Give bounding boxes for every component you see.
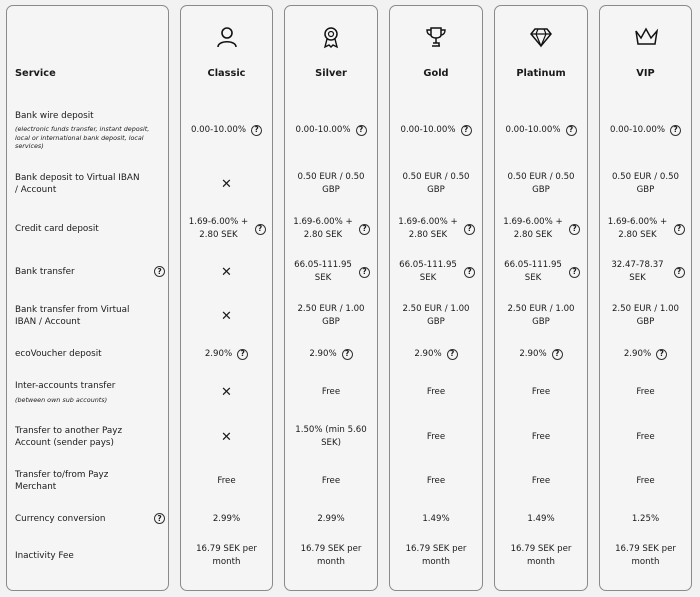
fee-value: Free: [531, 386, 551, 397]
fee-value: 2.90%: [204, 348, 233, 359]
info-icon[interactable]: ?: [566, 125, 577, 136]
fee-value: 2.99%: [212, 513, 241, 524]
fee-value: 66.05-111.95 SEK: [294, 260, 352, 283]
info-icon[interactable]: ?: [154, 266, 165, 277]
fee-value: 2.50 EUR / 1.00 GBP: [611, 304, 680, 327]
info-icon[interactable]: ?: [569, 224, 580, 235]
fee-cell: [393, 211, 479, 247]
fee-cell: [393, 505, 479, 533]
fee-value: Free: [531, 475, 551, 486]
tier-header-platinum: Platinum: [516, 68, 566, 79]
fee-value: 1.50% (min 5.60 SEK): [295, 425, 367, 448]
fee-cell: [393, 166, 479, 202]
not-available-icon: ✕: [221, 264, 232, 280]
fee-value: Free: [321, 475, 341, 486]
fee-cell: [288, 463, 374, 499]
info-icon[interactable]: ?: [237, 349, 248, 360]
fee-value: 1.69-6.00% + 2.80 SEK: [398, 217, 458, 240]
fee-value: Free: [531, 431, 551, 442]
fee-cell: [498, 340, 584, 368]
fee-value: 2.90%: [519, 348, 547, 359]
info-icon[interactable]: ?: [359, 267, 370, 278]
fee-cell: [288, 340, 374, 368]
not-available-icon: ✕: [221, 308, 232, 324]
fee-value: 2.90%: [309, 348, 337, 359]
fee-cell: [498, 211, 584, 247]
fee-cell: [184, 166, 269, 202]
info-icon[interactable]: ?: [359, 224, 370, 235]
fee-cell: [184, 417, 269, 457]
fee-value: 16.79 SEK per month: [300, 544, 362, 567]
service-name: Currency conversion: [15, 513, 106, 524]
fee-value: Free: [426, 431, 446, 442]
fee-value: 0.00-10.00%: [295, 124, 351, 135]
fee-cell: [184, 376, 269, 408]
tier-header-gold: Gold: [423, 68, 449, 79]
fee-value: 1.69-6.00% + 2.80 SEK: [503, 217, 563, 240]
fee-value: 16.79 SEK per month: [196, 544, 257, 567]
not-available-icon: ✕: [221, 429, 232, 445]
service-name: Inactivity Fee: [15, 550, 74, 561]
fee-cell: [603, 211, 688, 247]
fee-value: 66.05-111.95 SEK: [504, 260, 562, 283]
fee-value: 2.50 EUR / 1.00 GBP: [297, 304, 365, 327]
fee-value: Free: [426, 386, 446, 397]
service-name: Bank deposit to Virtual IBAN / Account: [15, 172, 140, 195]
fee-value: 0.50 EUR / 0.50 GBP: [507, 172, 575, 195]
fee-value: Free: [426, 475, 446, 486]
info-icon[interactable]: ?: [656, 349, 667, 360]
service-name: Bank wire deposit: [15, 110, 94, 121]
fee-cell: [288, 376, 374, 408]
info-icon[interactable]: ?: [342, 349, 353, 360]
info-icon[interactable]: ?: [356, 125, 367, 136]
fee-cell: [393, 417, 479, 457]
fee-cell: [184, 211, 269, 247]
fee-value: 1.69-6.00% + 2.80 SEK: [293, 217, 353, 240]
fee-value: 16.79 SEK per month: [510, 544, 572, 567]
fee-value: 1.69-6.00% + 2.80 SEK: [188, 217, 249, 240]
info-icon[interactable]: ?: [154, 513, 165, 524]
fee-cell: [288, 417, 374, 457]
info-icon[interactable]: ?: [674, 224, 685, 235]
fee-cell: [393, 257, 479, 287]
info-icon[interactable]: ?: [464, 267, 475, 278]
not-available-icon: ✕: [221, 176, 232, 192]
fee-cell: [603, 538, 688, 574]
service-name: Bank transfer from Virtual IBAN / Account: [15, 304, 130, 327]
fee-value: 2.50 EUR / 1.00 GBP: [507, 304, 575, 327]
fee-value: 16.79 SEK per month: [615, 544, 676, 567]
not-available-icon: ✕: [221, 384, 232, 400]
service-label: [15, 166, 150, 202]
tier-header-classic: Classic: [207, 68, 246, 79]
tier-header-vip: VIP: [636, 68, 655, 79]
fee-cell: [498, 108, 584, 152]
fee-value: 0.50 EUR / 0.50 GBP: [611, 172, 680, 195]
info-icon[interactable]: ?: [674, 267, 685, 278]
diamond-icon: [530, 26, 553, 49]
fee-cell: [603, 340, 688, 368]
info-icon[interactable]: ?: [552, 349, 563, 360]
fee-cell: [184, 340, 269, 368]
info-icon[interactable]: ?: [251, 125, 262, 136]
service-name: Transfer to/from Payz Merchant: [15, 469, 109, 492]
fee-value: 2.90%: [623, 348, 652, 359]
fee-value: 1.25%: [631, 513, 660, 524]
fee-value: 1.49%: [422, 513, 450, 524]
fee-value: 1.49%: [527, 513, 555, 524]
fee-cell: [498, 505, 584, 533]
fee-value: 0.00-10.00%: [609, 124, 665, 135]
fee-value: Free: [636, 475, 655, 486]
service-label: [15, 463, 150, 499]
fee-value: 2.90%: [414, 348, 442, 359]
service-label: [15, 417, 150, 457]
service-label: [15, 376, 150, 408]
info-icon[interactable]: ?: [670, 125, 681, 136]
service-name: Transfer to another Payz Account (sender pays): [15, 425, 123, 448]
fee-cell: [288, 538, 374, 574]
fee-cell: [603, 463, 688, 499]
fee-cell: [288, 505, 374, 533]
service-label: [15, 505, 150, 533]
fee-cell: [184, 298, 269, 334]
fee-value: 16.79 SEK per month: [405, 544, 467, 567]
service-note: (between own sub accounts): [15, 395, 108, 404]
service-label: [15, 211, 150, 247]
medal-icon: [320, 26, 343, 49]
fee-cell: [603, 166, 688, 202]
fee-cell: [184, 538, 269, 574]
service-header: Service: [15, 68, 56, 79]
fee-value: Free: [321, 386, 341, 397]
fee-cell: [288, 108, 374, 152]
fee-value: 0.00-10.00%: [505, 124, 561, 135]
service-name: Inter-accounts transfer: [15, 381, 116, 391]
fee-value: 0.00-10.00%: [400, 124, 456, 135]
fee-cell: [603, 417, 688, 457]
fee-cell: [498, 166, 584, 202]
fee-cell: [393, 108, 479, 152]
fee-cell: [288, 211, 374, 247]
fee-value: 2.50 EUR / 1.00 GBP: [402, 304, 470, 327]
fee-value: Free: [636, 386, 655, 397]
info-icon[interactable]: ?: [464, 224, 475, 235]
fee-cell: [288, 298, 374, 334]
service-label: [15, 298, 150, 334]
service-label: [15, 108, 150, 152]
fee-value: 0.50 EUR / 0.50 GBP: [297, 172, 365, 195]
fee-cell: [603, 505, 688, 533]
fee-value: Free: [636, 431, 655, 442]
fee-cell: [603, 108, 688, 152]
fee-cell: [498, 257, 584, 287]
fee-cell: [184, 108, 269, 152]
fee-cell: [288, 166, 374, 202]
fee-cell: [184, 505, 269, 533]
crown-icon: [635, 26, 658, 49]
fee-cell: [393, 538, 479, 574]
tier-header-silver: Silver: [315, 68, 347, 79]
fee-value: 2.99%: [317, 513, 345, 524]
fee-cell: [498, 417, 584, 457]
fee-value: 1.69-6.00% + 2.80 SEK: [607, 217, 668, 240]
info-icon[interactable]: ?: [255, 224, 266, 235]
fee-cell: [498, 376, 584, 408]
fee-cell: [603, 376, 688, 408]
fee-cell: [603, 257, 688, 287]
fee-cell: [393, 376, 479, 408]
trophy-icon: [425, 26, 448, 49]
fee-value: 32.47-78.37 SEK: [611, 260, 664, 283]
info-icon[interactable]: ?: [447, 349, 458, 360]
fee-cell: [603, 298, 688, 334]
fee-cell: [288, 257, 374, 287]
service-name: Bank transfer: [15, 266, 75, 277]
fee-value: 66.05-111.95 SEK: [399, 260, 457, 283]
fee-cell: [498, 298, 584, 334]
service-name: ecoVoucher deposit: [15, 348, 102, 359]
fee-cell: [498, 538, 584, 574]
info-icon[interactable]: ?: [569, 267, 580, 278]
fee-cell: [393, 340, 479, 368]
info-icon[interactable]: ?: [461, 125, 472, 136]
service-label: [15, 340, 150, 368]
fee-cell: [393, 298, 479, 334]
service-name: Credit card deposit: [15, 223, 99, 234]
fee-cell: [498, 463, 584, 499]
person-icon: [216, 26, 239, 49]
fee-cell: [184, 463, 269, 499]
fee-value: 0.00-10.00%: [190, 124, 246, 135]
fee-value: 0.50 EUR / 0.50 GBP: [402, 172, 470, 195]
fee-cell: [393, 463, 479, 499]
fee-cell: [184, 257, 269, 287]
service-label: [15, 257, 150, 287]
fee-value: Free: [217, 475, 236, 486]
service-note: (electronic funds transfer, instant deposit, local or international bank deposit, local services): [15, 125, 150, 150]
service-label: [15, 538, 150, 574]
